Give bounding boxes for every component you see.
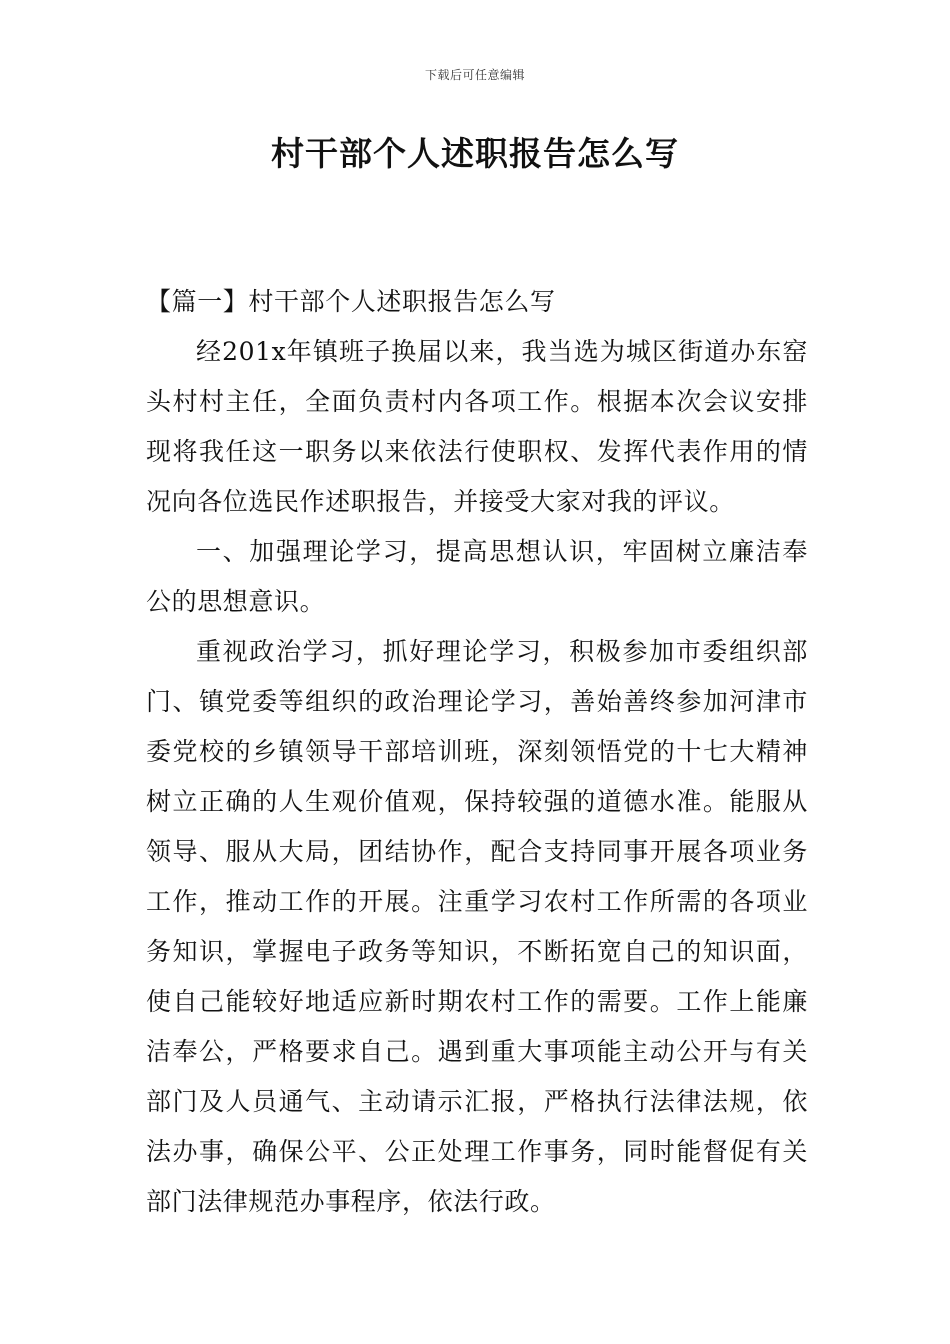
paragraph-study: 重视政治学习，抓好理论学习，积极参加市委组织部门、镇党委等组织的政治理论学习，善始善终参加河津市委党校的乡镇领导干部培训班，深刻领悟党的十七大精神树立正确的人生观价值观，保持较强的道德水准。能服从领导、服从大局，团结协作，配合支持同事开展各项业务工作，推动工作的开展。注重学习农村工作所需的各项业务知识，掌握电子政务等知识，不断拓宽自己的知识面，使自己能较好地适应新时期农村工作的需要。工作上能廉洁奉公，严格要求自己。遇到重大事项能主动公开与有关部门及人员通气、主动请示汇报，严格执行法律法规，依法办事，确保公平、公正处理工作事务，同时能督促有关部门法律规范办事程序，依法行政。 [146,637,808,1216]
section-heading: 【篇一】村干部个人述职报告怎么写 [146,287,556,316]
paragraph-subheading-1: 一、加强理论学习，提高思想认识，牢固树立廉洁奉公的思想意识。 [146,537,808,616]
document-body [146,277,808,1227]
document-title: 村干部个人述职报告怎么写 [271,134,679,173]
paragraph-intro: 经201x年镇班子换届以来，我当选为城区街道办东窑头村村主任，全面负责村内各项工作。根据本次会议安排现将我任这一职务以来依法行使职权、发挥代表作用的情况向各位选民作述职报告，并接受大家对我的评议。 [146,337,808,516]
header-note: 下载后可任意编辑 [424,68,525,82]
